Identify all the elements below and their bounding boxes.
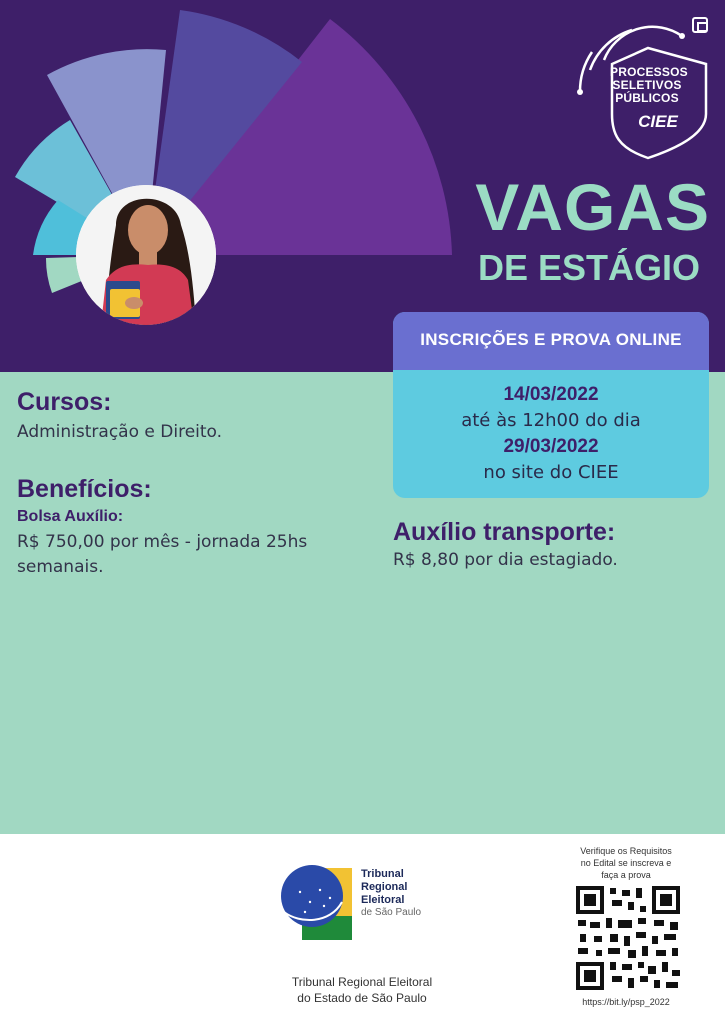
badge-line: SELETIVOS bbox=[612, 78, 682, 92]
qr-code[interactable] bbox=[576, 886, 680, 990]
registration-site-text: no site do CIEE bbox=[483, 462, 619, 483]
student-illustration bbox=[76, 185, 216, 325]
registration-start-date: 14/03/2022 bbox=[503, 384, 599, 405]
tre-caption bbox=[262, 974, 462, 1006]
tre-caption-line: do Estado de São Paulo bbox=[297, 991, 427, 1005]
tre-subtitle: de São Paulo bbox=[361, 907, 422, 918]
tre-name-line: Eleitoral bbox=[361, 894, 405, 906]
student-photo bbox=[76, 185, 216, 325]
bolsa-auxilio-line1: R$ 750,00 por mês - jornada 25hs bbox=[17, 532, 308, 552]
tre-caption-line: Tribunal Regional Eleitoral bbox=[291, 975, 433, 989]
registration-until-text: até às 12h00 do dia bbox=[461, 410, 641, 431]
tre-name-line: Tribunal bbox=[361, 868, 404, 880]
tre-name-line: Regional bbox=[361, 881, 408, 893]
qr-caption-line: Verifique os Requisitos bbox=[580, 846, 672, 856]
bolsa-auxilio-line2: semanais. bbox=[17, 557, 104, 577]
tre-sp-logo bbox=[280, 862, 360, 942]
page-subtitle: DE ESTÁGIO bbox=[477, 247, 700, 288]
page-title: VAGAS bbox=[475, 170, 710, 244]
benefits-heading: Benefícios: bbox=[17, 475, 152, 503]
badge-text bbox=[610, 65, 688, 105]
courses-text: Administração e Direito. bbox=[17, 422, 223, 442]
registration-end-date: 29/03/2022 bbox=[503, 436, 599, 457]
ciee-logo: CIEE bbox=[638, 112, 678, 131]
tre-name bbox=[361, 868, 407, 907]
qr-caption bbox=[564, 845, 688, 881]
courses-heading: Cursos: bbox=[17, 388, 112, 416]
bolsa-auxilio-heading: Bolsa Auxílio: bbox=[17, 508, 124, 525]
badge-line: PROCESSOS bbox=[610, 65, 688, 79]
transport-text: R$ 8,80 por dia estagiado. bbox=[393, 550, 618, 570]
registration-heading: INSCRIÇÕES E PROVA ONLINE bbox=[393, 312, 709, 370]
badge-line: PÚBLICOS bbox=[615, 91, 679, 105]
transport-heading: Auxílio transporte: bbox=[393, 518, 616, 546]
qr-caption-line: faça a prova bbox=[601, 870, 651, 880]
registration-box bbox=[393, 312, 709, 498]
qr-caption-line: no Edital se inscreva e bbox=[580, 858, 672, 868]
qr-url[interactable]: https://bit.ly/psp_2022 bbox=[582, 997, 670, 1007]
